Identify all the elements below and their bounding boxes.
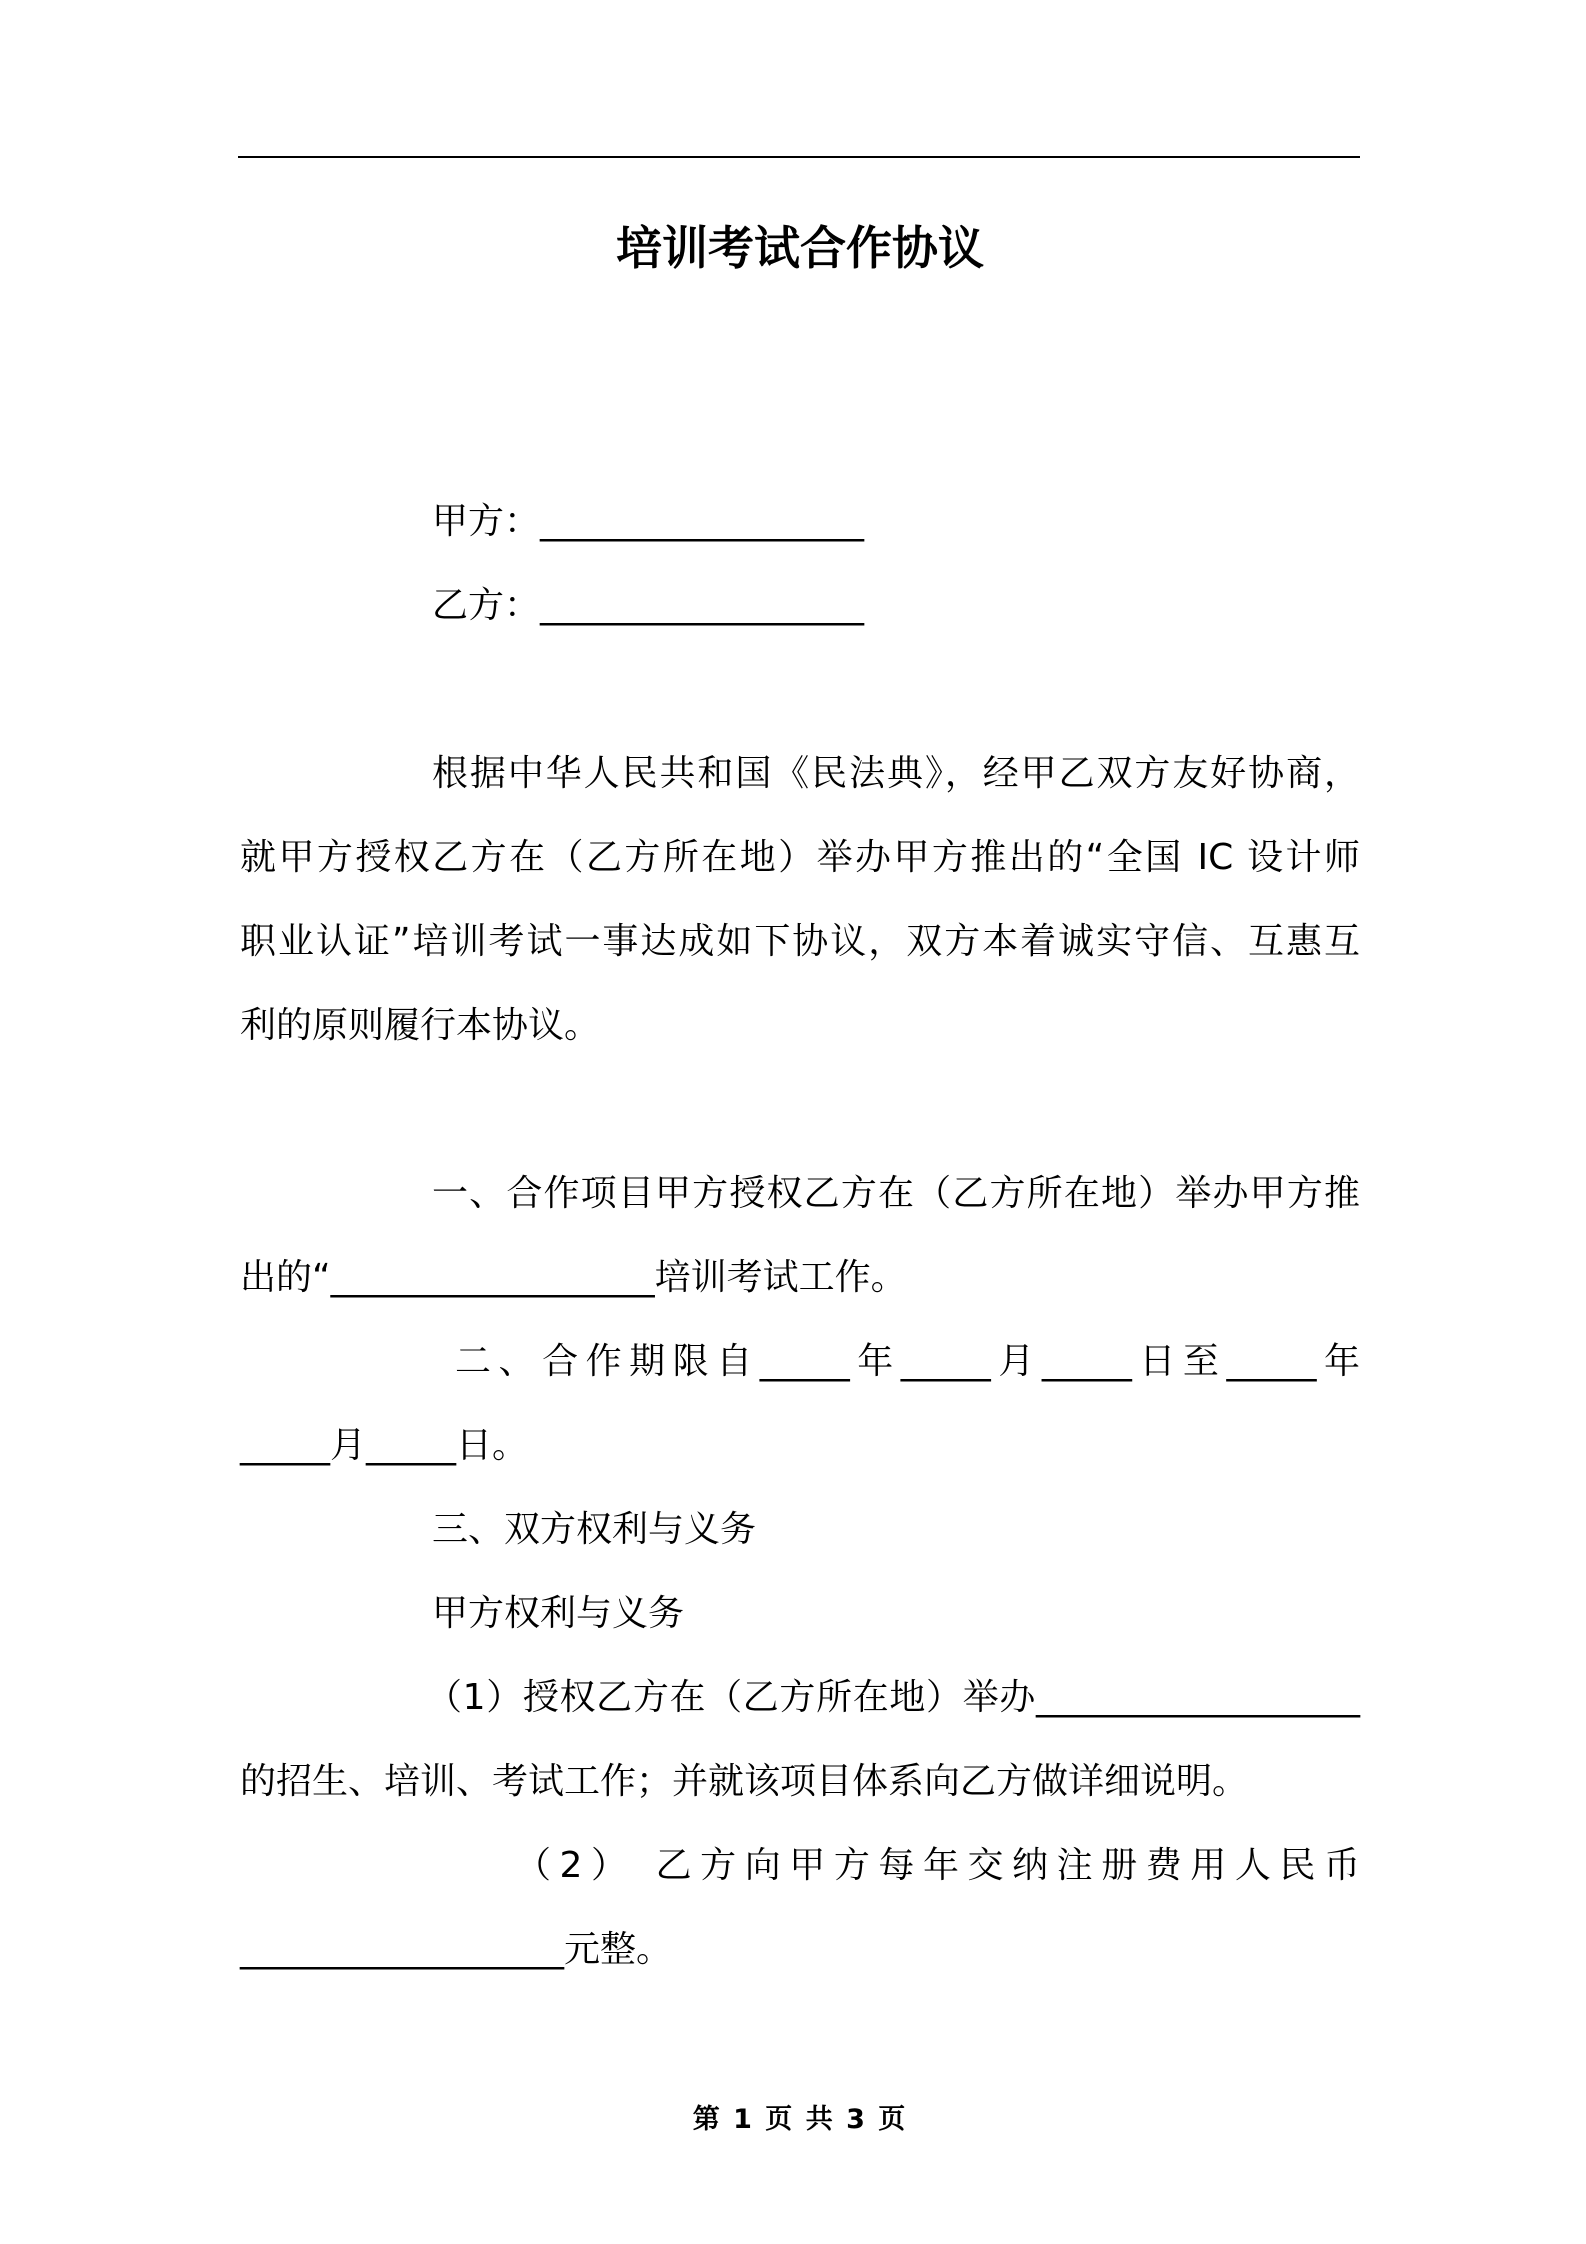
preamble-line: 职业认证”培训考试一事达成如下协议，双方本着诚实守信、互惠互	[240, 921, 1360, 962]
preamble-line: 利的原则履行本协议。	[240, 1005, 601, 1046]
document-title: 培训考试合作协议	[616, 221, 984, 275]
section-2-line: 二、合作期限自_____年_____月_____日至_____年	[455, 1341, 1360, 1382]
item-1-line: 的招生、培训、考试工作；并就该项目体系向乙方做详细说明。	[240, 1761, 1249, 1802]
section-1-line: 出的“__________________培训考试工作。	[240, 1257, 907, 1298]
section-3-heading: 三、双方权利与义务	[432, 1509, 757, 1550]
page-number-footer: 第 1 页 共 3 页	[692, 2104, 908, 2135]
party-b-line	[432, 580, 864, 632]
party-a-line	[432, 496, 864, 548]
item-2-line: （2） 乙方向甲方每年交纳注册费用人民币	[515, 1845, 1360, 1886]
section-2-line: _____月_____日。	[240, 1425, 529, 1466]
preamble-line: 就甲方授权乙方在（乙方所在地）举办甲方推出的“全国 IC 设计师	[240, 837, 1360, 878]
header-rule	[238, 156, 1360, 158]
item-1-line: （1）授权乙方在（乙方所在地）举办__________________	[426, 1677, 1360, 1718]
section-3-subheading: 甲方权利与义务	[432, 1593, 685, 1634]
party-b-label: 乙方：	[432, 585, 541, 626]
party-a-label: 甲方：	[432, 501, 541, 542]
section-1-line: 一、合作项目甲方授权乙方在（乙方所在地）举办甲方推	[432, 1173, 1360, 1214]
preamble-line: 根据中华人民共和国《民法典》，经甲乙双方友好协商，	[432, 753, 1360, 794]
party-a-blank: __________________	[540, 501, 865, 542]
item-2-line: __________________元整。	[240, 1929, 673, 1970]
party-b-blank: __________________	[540, 585, 865, 626]
